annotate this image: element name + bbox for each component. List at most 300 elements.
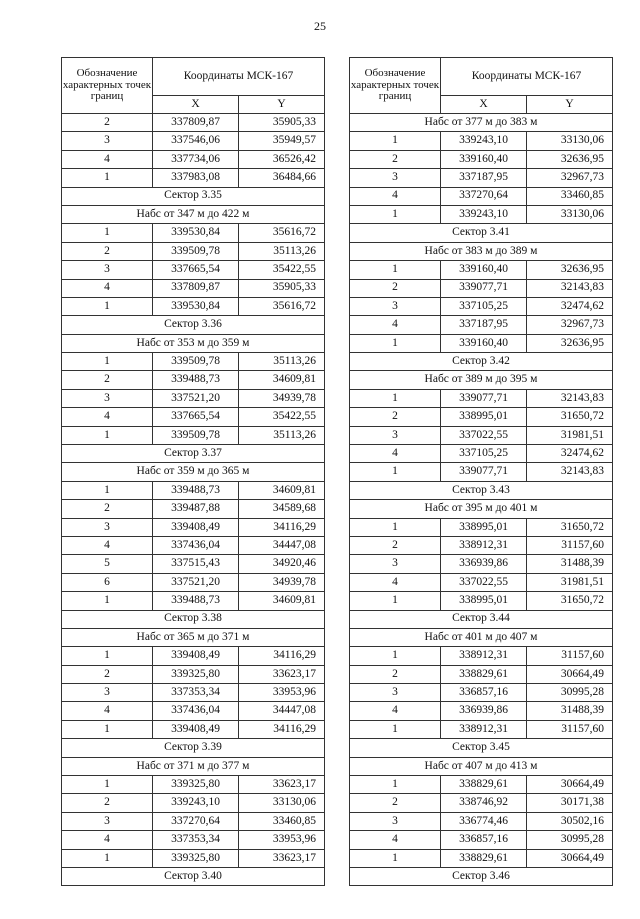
- coord-y: 35113,26: [239, 353, 325, 371]
- point-number: 1: [62, 849, 153, 867]
- table-row: [350, 831, 613, 849]
- coord-y: 36526,42: [239, 150, 325, 168]
- coord-x: 338995,01: [441, 592, 527, 610]
- point-number: 2: [350, 794, 441, 812]
- table-row: [62, 224, 325, 242]
- coord-x: 339488,73: [153, 371, 239, 389]
- point-number: 2: [62, 794, 153, 812]
- coord-x: 339077,71: [441, 279, 527, 297]
- table-row: [350, 702, 613, 720]
- point-number: 4: [350, 831, 441, 849]
- table-row: [62, 353, 325, 371]
- coord-y: 31157,60: [527, 647, 613, 665]
- coord-x: 339488,73: [153, 592, 239, 610]
- coord-y: 35949,57: [239, 132, 325, 150]
- coord-y: 31488,39: [527, 702, 613, 720]
- table-row: [62, 150, 325, 168]
- table-row: [62, 849, 325, 867]
- point-number: 1: [350, 132, 441, 150]
- coord-x: 336774,46: [441, 812, 527, 830]
- coordinates-table-left: [61, 57, 325, 886]
- coord-y: 33460,85: [527, 187, 613, 205]
- point-number: 1: [62, 647, 153, 665]
- coordinates-table-right: [349, 57, 613, 886]
- coord-y: 32636,95: [527, 334, 613, 352]
- coord-y: 34920,46: [239, 555, 325, 573]
- table-row: [62, 831, 325, 849]
- coord-y: 30664,49: [527, 776, 613, 794]
- coord-x: 337809,87: [153, 113, 239, 131]
- coord-x: 338829,61: [441, 665, 527, 683]
- point-number: 2: [350, 536, 441, 554]
- coord-x: 339509,78: [153, 353, 239, 371]
- section-title: Сектор 3.42: [350, 353, 613, 371]
- section-row: [62, 187, 325, 205]
- coord-y: 31157,60: [527, 536, 613, 554]
- section-title: Набс от 407 м до 413 м: [350, 757, 613, 775]
- coord-x: 337983,08: [153, 169, 239, 187]
- table-row: [350, 573, 613, 591]
- coord-x: 337270,64: [153, 812, 239, 830]
- coord-x: 339243,10: [441, 205, 527, 223]
- coord-x: 337270,64: [441, 187, 527, 205]
- point-number: 1: [350, 592, 441, 610]
- coord-x: 337353,34: [153, 684, 239, 702]
- point-number: 3: [62, 261, 153, 279]
- section-row: [62, 628, 325, 646]
- section-title: Набс от 371 м до 377 м: [62, 757, 325, 775]
- point-number: 1: [62, 481, 153, 499]
- table-row: [350, 849, 613, 867]
- table-row: [62, 408, 325, 426]
- header-designation: Обозначение характерных точек границ: [350, 58, 441, 114]
- section-row: [350, 353, 613, 371]
- coord-y: 34116,29: [239, 647, 325, 665]
- point-number: 3: [350, 297, 441, 315]
- point-number: 4: [350, 316, 441, 334]
- section-row: [62, 334, 325, 352]
- coord-x: 339530,84: [153, 224, 239, 242]
- point-number: 1: [350, 389, 441, 407]
- section-title: Сектор 3.39: [62, 739, 325, 757]
- coord-y: 32967,73: [527, 316, 613, 334]
- coord-x: 339077,71: [441, 463, 527, 481]
- coord-x: 337436,04: [153, 702, 239, 720]
- coord-x: 339408,49: [153, 720, 239, 738]
- table-row: [350, 297, 613, 315]
- coord-y: 32636,95: [527, 261, 613, 279]
- point-number: 1: [350, 261, 441, 279]
- table-row: [350, 518, 613, 536]
- point-number: 1: [62, 169, 153, 187]
- coord-y: 35905,33: [239, 279, 325, 297]
- table-row: [350, 316, 613, 334]
- table-row: [350, 555, 613, 573]
- table-row: [62, 536, 325, 554]
- page-number: 25: [314, 19, 326, 33]
- point-number: 1: [62, 720, 153, 738]
- table-row: [62, 242, 325, 260]
- coord-y: 35422,55: [239, 408, 325, 426]
- coord-y: 34609,81: [239, 592, 325, 610]
- coord-y: 33460,85: [239, 812, 325, 830]
- table-row: [350, 169, 613, 187]
- point-number: 1: [350, 205, 441, 223]
- point-number: 2: [350, 665, 441, 683]
- coord-x: 339530,84: [153, 297, 239, 315]
- coord-y: 32474,62: [527, 445, 613, 463]
- point-number: 3: [350, 426, 441, 444]
- coord-y: 32967,73: [527, 169, 613, 187]
- table-row: [350, 776, 613, 794]
- header-designation: Обозначение характерных точек границ: [62, 58, 153, 114]
- coord-x: 339509,78: [153, 242, 239, 260]
- coord-x: 337521,20: [153, 389, 239, 407]
- coord-x: 337105,25: [441, 297, 527, 315]
- coord-x: 339243,10: [153, 794, 239, 812]
- point-number: 2: [62, 371, 153, 389]
- point-number: 3: [62, 132, 153, 150]
- coord-x: 337665,54: [153, 261, 239, 279]
- coord-y: 35905,33: [239, 113, 325, 131]
- point-number: 1: [62, 224, 153, 242]
- coord-x: 338995,01: [441, 408, 527, 426]
- section-title: Сектор 3.44: [350, 610, 613, 628]
- table-row: [62, 297, 325, 315]
- table-row: [62, 776, 325, 794]
- table-row: [62, 573, 325, 591]
- point-number: 1: [350, 849, 441, 867]
- section-title: Набс от 389 м до 395 м: [350, 371, 613, 389]
- table-row: [62, 720, 325, 738]
- table-row: [62, 169, 325, 187]
- coord-y: 30995,28: [527, 684, 613, 702]
- point-number: 2: [350, 408, 441, 426]
- coord-x: 337809,87: [153, 279, 239, 297]
- table-row: [62, 794, 325, 812]
- coord-y: 33130,06: [239, 794, 325, 812]
- coord-x: 337022,55: [441, 426, 527, 444]
- coord-x: 339077,71: [441, 389, 527, 407]
- header-coords-title: Координаты МСК-167: [153, 58, 325, 96]
- coord-x: 337187,95: [441, 169, 527, 187]
- section-title: Набс от 383 м до 389 м: [350, 242, 613, 260]
- table-row: [62, 481, 325, 499]
- point-number: 1: [350, 720, 441, 738]
- section-row: [62, 757, 325, 775]
- coord-y: 31488,39: [527, 555, 613, 573]
- table-row: [350, 463, 613, 481]
- table-row: [350, 389, 613, 407]
- point-number: 4: [350, 573, 441, 591]
- table-body-left: [62, 113, 325, 885]
- section-title: Сектор 3.37: [62, 445, 325, 463]
- table-row: [350, 187, 613, 205]
- coord-x: 339408,49: [153, 647, 239, 665]
- section-title: Сектор 3.36: [62, 316, 325, 334]
- table-row: [350, 132, 613, 150]
- coord-x: 339243,10: [441, 132, 527, 150]
- table-row: [350, 150, 613, 168]
- coord-x: 339325,80: [153, 849, 239, 867]
- section-title: Сектор 3.45: [350, 739, 613, 757]
- table-row: [62, 389, 325, 407]
- coord-x: 337436,04: [153, 536, 239, 554]
- table-row: [350, 536, 613, 554]
- point-number: 1: [350, 776, 441, 794]
- coord-x: 337515,43: [153, 555, 239, 573]
- section-row: [62, 739, 325, 757]
- table-row: [62, 702, 325, 720]
- point-number: 2: [62, 665, 153, 683]
- table-row: [350, 647, 613, 665]
- coord-y: 34939,78: [239, 389, 325, 407]
- coord-x: 336939,86: [441, 555, 527, 573]
- section-row: [350, 481, 613, 499]
- coord-x: 339160,40: [441, 150, 527, 168]
- coord-x: 337734,06: [153, 150, 239, 168]
- coord-x: 336857,16: [441, 831, 527, 849]
- point-number: 4: [350, 702, 441, 720]
- coord-y: 34447,08: [239, 536, 325, 554]
- section-row: [62, 205, 325, 223]
- point-number: 4: [62, 408, 153, 426]
- header-x: X: [441, 95, 527, 113]
- table-row: [350, 720, 613, 738]
- coord-y: 30502,16: [527, 812, 613, 830]
- point-number: 1: [350, 518, 441, 536]
- section-row: [350, 371, 613, 389]
- table-body-right: [350, 113, 613, 885]
- point-number: 1: [62, 592, 153, 610]
- point-number: 4: [62, 702, 153, 720]
- coord-x: 338912,31: [441, 647, 527, 665]
- coord-y: 34609,81: [239, 481, 325, 499]
- point-number: 1: [62, 426, 153, 444]
- coord-y: 33130,06: [527, 205, 613, 223]
- point-number: 3: [350, 684, 441, 702]
- section-row: [62, 316, 325, 334]
- point-number: 1: [350, 463, 441, 481]
- coord-x: 336939,86: [441, 702, 527, 720]
- coord-y: 32474,62: [527, 297, 613, 315]
- header-coords-title: Координаты МСК-167: [441, 58, 613, 96]
- coord-y: 32143,83: [527, 463, 613, 481]
- coord-x: 338829,61: [441, 849, 527, 867]
- coord-y: 33953,96: [239, 831, 325, 849]
- section-title: Набс от 395 м до 401 м: [350, 500, 613, 518]
- point-number: 3: [62, 389, 153, 407]
- table-row: [62, 279, 325, 297]
- coord-y: 35113,26: [239, 426, 325, 444]
- section-row: [350, 242, 613, 260]
- point-number: 1: [62, 297, 153, 315]
- point-number: 1: [62, 776, 153, 794]
- table-row: [62, 113, 325, 131]
- section-row: [350, 113, 613, 131]
- coord-y: 31650,72: [527, 408, 613, 426]
- point-number: 1: [350, 334, 441, 352]
- coord-x: 339160,40: [441, 334, 527, 352]
- coord-x: 339160,40: [441, 261, 527, 279]
- coord-x: 338912,31: [441, 536, 527, 554]
- coord-y: 35422,55: [239, 261, 325, 279]
- coord-y: 30171,38: [527, 794, 613, 812]
- point-number: 3: [350, 812, 441, 830]
- section-title: Набс от 359 м до 365 м: [62, 463, 325, 481]
- section-row: [62, 610, 325, 628]
- table-row: [350, 408, 613, 426]
- point-number: 2: [350, 279, 441, 297]
- coord-y: 31650,72: [527, 518, 613, 536]
- section-title: Набс от 401 м до 407 м: [350, 628, 613, 646]
- coord-y: 31981,51: [527, 573, 613, 591]
- coord-y: 33623,17: [239, 776, 325, 794]
- coord-x: 338995,01: [441, 518, 527, 536]
- table-row: [350, 205, 613, 223]
- section-title: Сектор 3.46: [350, 868, 613, 886]
- section-title: Набс от 347 м до 422 м: [62, 205, 325, 223]
- coord-x: 337353,34: [153, 831, 239, 849]
- coord-y: 33623,17: [239, 849, 325, 867]
- section-row: [350, 739, 613, 757]
- point-number: 3: [62, 812, 153, 830]
- coord-y: 32143,83: [527, 279, 613, 297]
- point-number: 4: [350, 187, 441, 205]
- table-row: [350, 812, 613, 830]
- point-number: 5: [62, 555, 153, 573]
- table-row: [62, 684, 325, 702]
- point-number: 3: [350, 169, 441, 187]
- point-number: 4: [62, 150, 153, 168]
- coord-y: 33623,17: [239, 665, 325, 683]
- section-row: [62, 445, 325, 463]
- coord-x: 338912,31: [441, 720, 527, 738]
- table-row: [350, 261, 613, 279]
- coord-x: 336857,16: [441, 684, 527, 702]
- coord-y: 30995,28: [527, 831, 613, 849]
- header-y: Y: [239, 95, 325, 113]
- point-number: 2: [62, 500, 153, 518]
- point-number: 2: [62, 242, 153, 260]
- coord-y: 32636,95: [527, 150, 613, 168]
- table-row: [350, 592, 613, 610]
- coord-x: 339325,80: [153, 776, 239, 794]
- coord-y: 31981,51: [527, 426, 613, 444]
- coord-y: 30664,49: [527, 849, 613, 867]
- coord-x: 339325,80: [153, 665, 239, 683]
- table-row: [62, 500, 325, 518]
- coord-y: 34116,29: [239, 518, 325, 536]
- coord-y: 30664,49: [527, 665, 613, 683]
- coord-x: 337022,55: [441, 573, 527, 591]
- table-row: [350, 426, 613, 444]
- section-title: Сектор 3.43: [350, 481, 613, 499]
- table-row: [350, 684, 613, 702]
- coord-y: 33953,96: [239, 684, 325, 702]
- section-row: [350, 757, 613, 775]
- point-number: 4: [62, 536, 153, 554]
- coord-y: 36484,66: [239, 169, 325, 187]
- table-row: [62, 518, 325, 536]
- coord-x: 339487,88: [153, 500, 239, 518]
- coord-y: 34609,81: [239, 371, 325, 389]
- section-title: Набс от 377 м до 383 м: [350, 113, 613, 131]
- point-number: 3: [62, 684, 153, 702]
- point-number: 2: [350, 150, 441, 168]
- table-row: [62, 132, 325, 150]
- coord-x: 339488,73: [153, 481, 239, 499]
- table-row: [350, 279, 613, 297]
- point-number: 4: [350, 445, 441, 463]
- coord-x: 337105,25: [441, 445, 527, 463]
- section-row: [350, 628, 613, 646]
- section-row: [350, 610, 613, 628]
- table-row: [62, 371, 325, 389]
- coord-y: 35616,72: [239, 224, 325, 242]
- coord-x: 337665,54: [153, 408, 239, 426]
- coord-y: 34589,68: [239, 500, 325, 518]
- section-title: Сектор 3.35: [62, 187, 325, 205]
- coord-x: 337521,20: [153, 573, 239, 591]
- section-title: Сектор 3.40: [62, 868, 325, 886]
- table-row: [350, 334, 613, 352]
- table-row: [62, 261, 325, 279]
- table-row: [62, 555, 325, 573]
- section-title: Сектор 3.41: [350, 224, 613, 242]
- header-x: X: [153, 95, 239, 113]
- table-row: [350, 445, 613, 463]
- point-number: 1: [350, 647, 441, 665]
- point-number: 3: [62, 518, 153, 536]
- header-y: Y: [527, 95, 613, 113]
- section-title: Набс от 353 м до 359 м: [62, 334, 325, 352]
- point-number: 2: [62, 113, 153, 131]
- coord-x: 338829,61: [441, 776, 527, 794]
- table-row: [350, 794, 613, 812]
- table-row: [62, 647, 325, 665]
- coord-x: 339408,49: [153, 518, 239, 536]
- coord-x: 339509,78: [153, 426, 239, 444]
- coord-y: 34939,78: [239, 573, 325, 591]
- table-row: [62, 592, 325, 610]
- coord-x: 337187,95: [441, 316, 527, 334]
- coord-y: 34116,29: [239, 720, 325, 738]
- section-row: [350, 500, 613, 518]
- point-number: 1: [62, 353, 153, 371]
- point-number: 3: [350, 555, 441, 573]
- point-number: 4: [62, 831, 153, 849]
- table-row: [62, 426, 325, 444]
- point-number: 6: [62, 573, 153, 591]
- table-row: [350, 665, 613, 683]
- section-row: [62, 463, 325, 481]
- coord-x: 338746,92: [441, 794, 527, 812]
- coord-y: 35616,72: [239, 297, 325, 315]
- table-row: [62, 812, 325, 830]
- section-row: [350, 224, 613, 242]
- section-row: [62, 868, 325, 886]
- section-title: Сектор 3.38: [62, 610, 325, 628]
- section-row: [350, 868, 613, 886]
- point-number: 4: [62, 279, 153, 297]
- section-title: Набс от 365 м до 371 м: [62, 628, 325, 646]
- coord-x: 337546,06: [153, 132, 239, 150]
- coord-y: 32143,83: [527, 389, 613, 407]
- coord-y: 35113,26: [239, 242, 325, 260]
- coord-y: 34447,08: [239, 702, 325, 720]
- table-row: [62, 665, 325, 683]
